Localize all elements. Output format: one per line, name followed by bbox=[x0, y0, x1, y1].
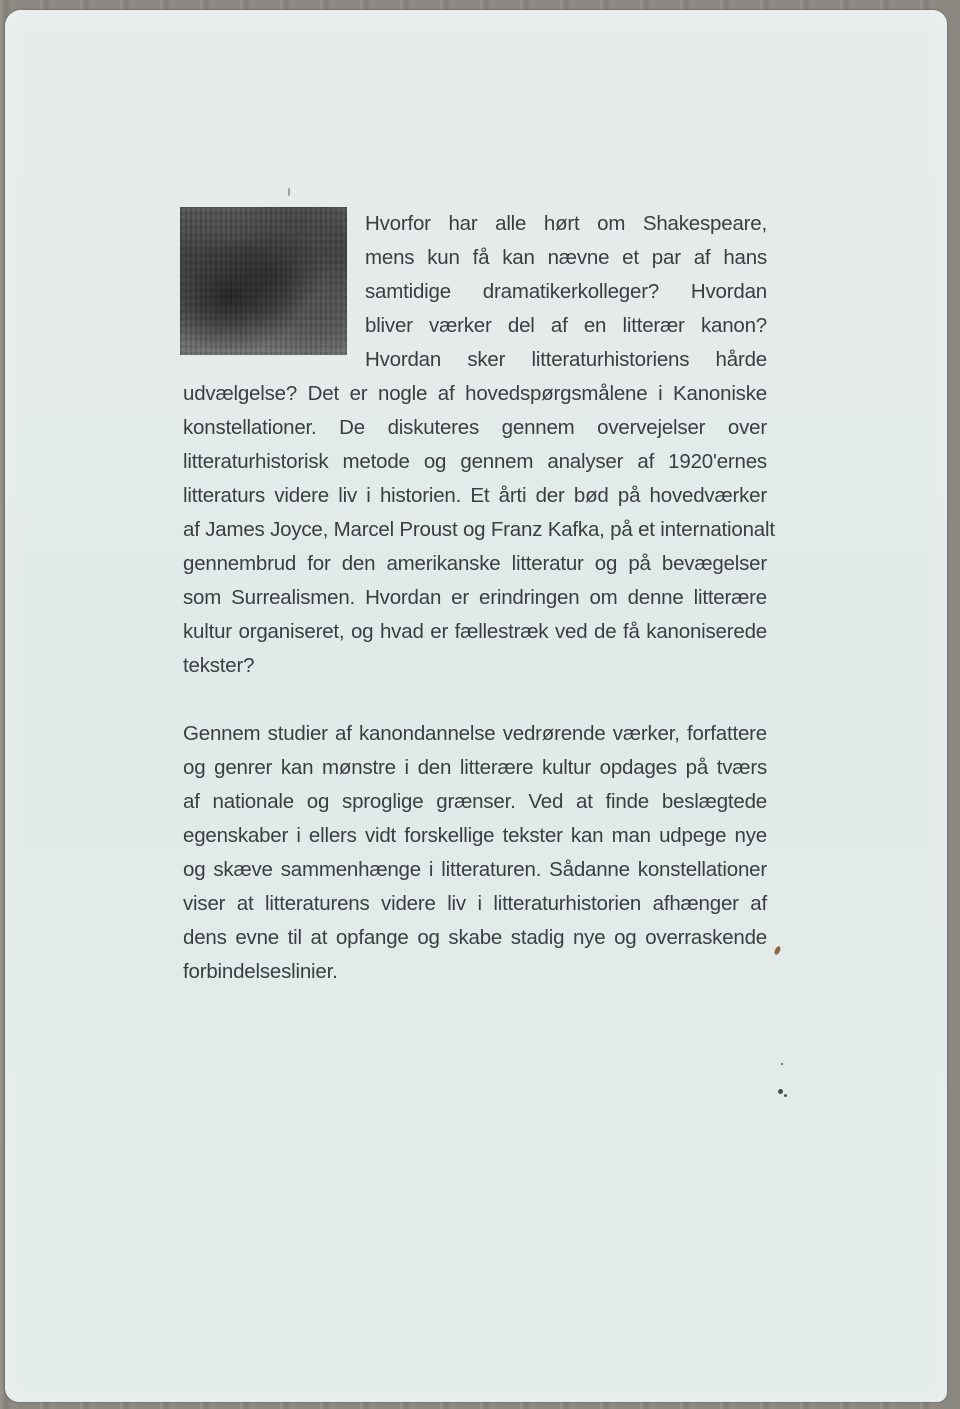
text-line: af James Joyce, Marcel Proust og Franz Kafka, på et internationalt bbox=[183, 518, 775, 541]
dirt-speck bbox=[781, 1063, 783, 1065]
dirt-speck bbox=[778, 1089, 783, 1094]
text-line: Gennem studier af kanondannelse vedrørende værker, forfattere bbox=[183, 722, 767, 745]
text-line: dens evne til at opfange og skabe stadig nye og overraskende bbox=[183, 926, 767, 949]
text-line: gennembrud for den amerikanske litteratur og på bevægelser bbox=[183, 552, 767, 575]
text-line: udvælgelse? Det er nogle af hovedspørgsmålene i Kanoniske bbox=[183, 382, 767, 405]
paragraph-1-indented bbox=[365, 207, 767, 377]
text-line: mens kun få kan nævne et par af hans bbox=[365, 246, 767, 269]
street-crowd-photo bbox=[180, 207, 347, 355]
text-line: litteraturs videre liv i historien. Et årti der bød på hovedværker bbox=[183, 484, 767, 507]
surface-mark bbox=[288, 188, 290, 196]
text-line: samtidige dramatikerkolleger? Hvordan bbox=[365, 280, 767, 303]
text-line: tekster? bbox=[183, 654, 255, 677]
text-line: forbindelseslinier. bbox=[183, 960, 338, 983]
text-line: kultur organiseret, og hvad er fællestræk ved de få kanoniserede bbox=[183, 620, 767, 643]
text-line: bliver værker del af en litterær kanon? bbox=[365, 314, 767, 337]
text-line: Hvorfor har alle hørt om Shakespeare, bbox=[365, 212, 767, 235]
text-line: af nationale og sproglige grænser. Ved at finde beslægtede bbox=[183, 790, 767, 813]
text-line: konstellationer. De diskuteres gennem overvejelser over bbox=[183, 416, 767, 439]
text-line: og genrer kan mønstre i den litterære kultur opdages på tværs bbox=[183, 756, 767, 779]
text-line: litteraturhistorisk metode og gennem analyser af 1920'ernes bbox=[183, 450, 767, 473]
photo-grain-texture bbox=[180, 207, 347, 355]
dirt-speck bbox=[784, 1094, 787, 1097]
text-line: og skæve sammenhænge i litteraturen. Sådanne konstellationer bbox=[183, 858, 767, 881]
text-line: Hvordan sker litteraturhistoriens hårde bbox=[365, 348, 767, 371]
paragraph-1-full-width bbox=[183, 377, 775, 683]
paragraph-2 bbox=[183, 717, 767, 989]
text-line: som Surrealismen. Hvordan er erindringen om denne litterære bbox=[183, 586, 767, 609]
text-line: viser at litteraturens videre liv i litteraturhistorien afhænger af bbox=[183, 892, 767, 915]
text-line: egenskaber i ellers vidt forskellige tekster kan man udpege nye bbox=[183, 824, 767, 847]
